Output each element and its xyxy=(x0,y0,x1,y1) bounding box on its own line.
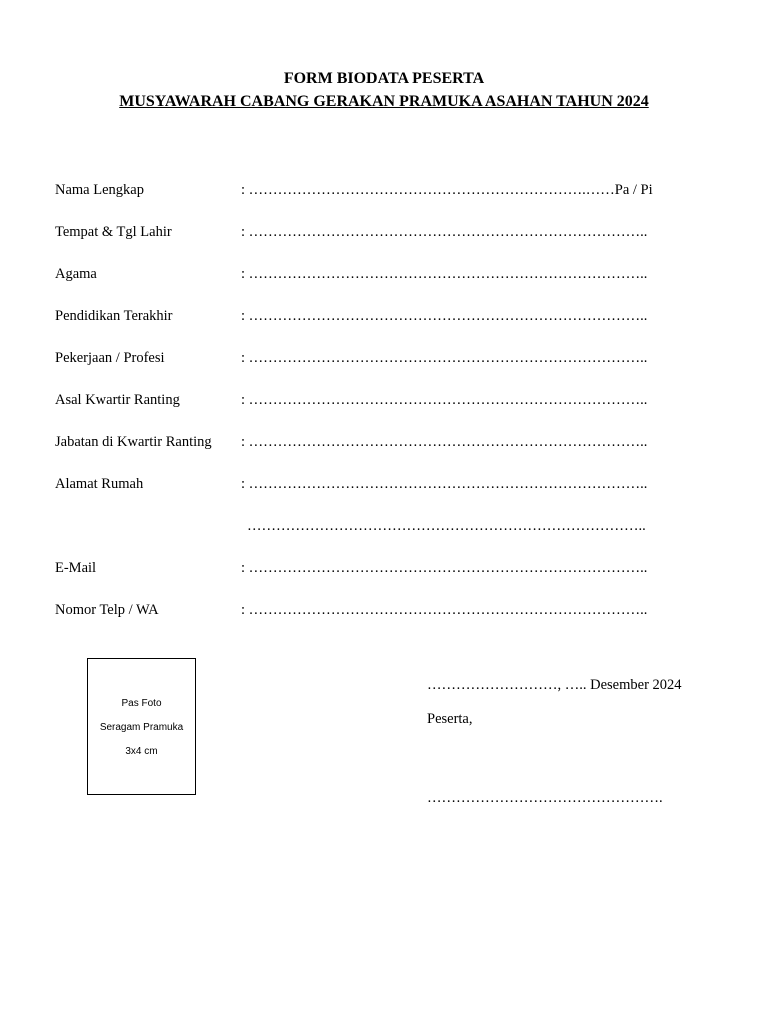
photo-box-line-2: Seragam Pramuka xyxy=(99,722,184,733)
field-fill-alamat-rumah: : ……………………………………………………………………….. xyxy=(241,476,648,492)
field-fill-pekerjaan-profesi: : ……………………………………………………………………….. xyxy=(241,350,648,366)
form-title: FORM BIODATA PESERTA xyxy=(283,70,485,87)
field-label-pendidikan-terakhir: Pendidikan Terakhir xyxy=(55,308,173,324)
photo-box-line-1: Pas Foto xyxy=(121,698,162,709)
photo-box xyxy=(87,658,196,795)
signature-place-date: ………………………, ….. Desember 2024 xyxy=(427,677,682,693)
field-fill-pendidikan-terakhir: : ……………………………………………………………………….. xyxy=(241,308,648,324)
field-fill-nomor-telp-wa: : ……………………………………………………………………….. xyxy=(241,602,648,618)
field-fill-email: : ……………………………………………………………………….. xyxy=(241,560,648,576)
field-fill-nama-lengkap: : …………………………………………………………….……Pa / Pi xyxy=(241,182,653,198)
field-label-agama: Agama xyxy=(55,266,97,282)
photo-box-line-3: 3x4 cm xyxy=(125,746,158,757)
field-fill-tempat-tgl-lahir: : ……………………………………………………………………….. xyxy=(241,224,648,240)
signature-name-line: …………………………………………. xyxy=(427,790,663,806)
field-label-jabatan-kwartir-ranting: Jabatan di Kwartir Ranting xyxy=(55,434,212,450)
form-subtitle: MUSYAWARAH CABANG GERAKAN PRAMUKA ASAHAN TAHUN 2024 xyxy=(119,93,649,110)
field-label-asal-kwartir-ranting: Asal Kwartir Ranting xyxy=(55,392,180,408)
field-fill-asal-kwartir-ranting: : ……………………………………………………………………….. xyxy=(241,392,648,408)
field-fill-jabatan-kwartir-ranting: : ……………………………………………………………………….. xyxy=(241,434,648,450)
field-fill-alamat-rumah-continued: ……………………………………………………………………….. xyxy=(247,518,646,534)
field-label-nama-lengkap: Nama Lengkap xyxy=(55,182,144,198)
signature-role: Peserta, xyxy=(427,711,473,727)
field-label-tempat-tgl-lahir: Tempat & Tgl Lahir xyxy=(55,224,172,240)
field-fill-agama: : ……………………………………………………………………….. xyxy=(241,266,648,282)
field-label-alamat-rumah: Alamat Rumah xyxy=(55,476,144,492)
field-label-pekerjaan-profesi: Pekerjaan / Profesi xyxy=(55,350,165,366)
field-label-email: E-Mail xyxy=(55,560,97,576)
field-label-nomor-telp-wa: Nomor Telp / WA xyxy=(55,602,159,618)
